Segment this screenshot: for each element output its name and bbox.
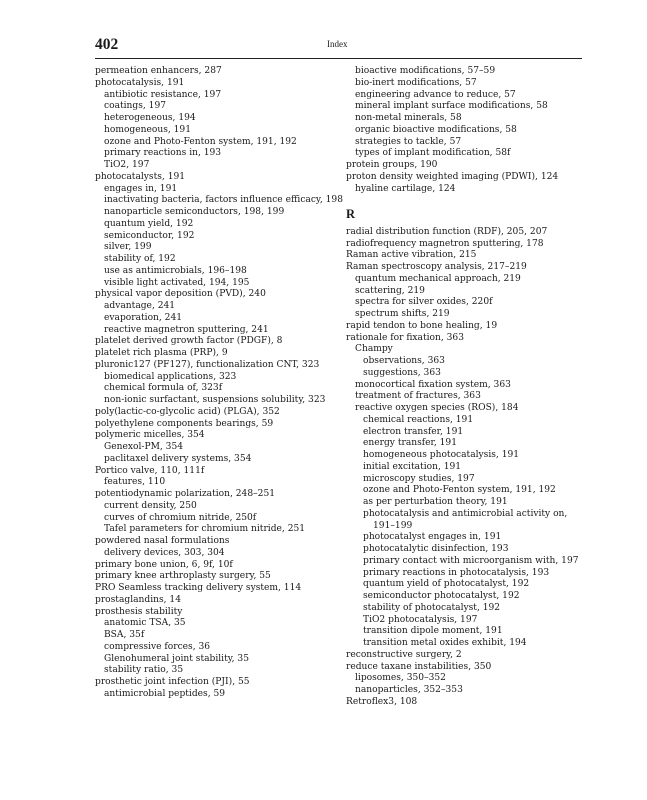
index-entry: permeation enhancers, 287 xyxy=(95,66,222,76)
index-subentry: monocortical fixation system, 363 xyxy=(355,379,511,390)
index-subentry: quantum yield, 192 xyxy=(104,218,194,229)
index-subentry: chemical formula of, 323f xyxy=(104,383,223,394)
index-subentry: Tafel parameters for chromium nitride, 251 xyxy=(104,524,306,535)
index-subentry: Glenohumeral joint stability, 35 xyxy=(104,653,250,664)
index-subentry: primary contact with microorganism with, 197 xyxy=(363,555,579,566)
index-subentry: energy transfer, 191 xyxy=(363,438,457,449)
index-subentry: anatomic TSA, 35 xyxy=(104,618,186,629)
index-subentry: coatings, 197 xyxy=(104,101,167,112)
index-subentry: types of implant modification, 58f xyxy=(355,148,511,159)
index-entry: proton density weighted imaging (PDWI), 124 xyxy=(346,171,559,182)
index-subentry: photocatalyst engages in, 191 xyxy=(363,532,502,543)
index-subentry: ozone and Photo-Fenton system, 191, 192 xyxy=(104,136,297,147)
index-subentry: silver, 199 xyxy=(104,242,152,253)
index-entry: PRO Seamless tracking delivery system, 114 xyxy=(95,583,302,593)
index-subentry: TiO2 photocatalysis, 197 xyxy=(363,614,478,625)
index-entry: photocatalysts, 191 xyxy=(95,171,186,182)
index-subentry: bio-inert modifications, 57 xyxy=(355,77,477,88)
index-subentry: initial excitation, 191 xyxy=(363,461,462,472)
running-head: Index xyxy=(327,39,348,49)
index-subentry: suggestions, 363 xyxy=(363,367,441,378)
index-subentry: features, 110 xyxy=(104,477,166,488)
index-subentry: advantage, 241 xyxy=(104,301,176,311)
index-entry: Portico valve, 110, 111f xyxy=(95,465,205,476)
index-subentry: mineral implant surface modifications, 58 xyxy=(355,101,548,112)
index-subentry: visible light activated, 194, 195 xyxy=(104,277,250,288)
index-subentry: non-metal minerals, 58 xyxy=(355,113,462,123)
index-subentry: semiconductor photocatalyst, 192 xyxy=(363,591,520,601)
index-subentry: antimicrobial peptides, 59 xyxy=(104,688,226,699)
index-entry: Raman active vibration, 215 xyxy=(346,250,477,261)
index-entry: radial distribution function (RDF), 205, 207 xyxy=(346,226,548,237)
index-subentry: BSA, 35f xyxy=(104,630,145,640)
index-subentry: compressive forces, 36 xyxy=(104,641,211,652)
index-subentry: ozone and Photo-Fenton system, 191, 192 xyxy=(363,485,556,496)
index-subentry: 191–199 xyxy=(373,520,413,531)
index-subentry: reactive oxygen species (ROS), 184 xyxy=(355,403,519,413)
index-subentry: engages in, 191 xyxy=(104,183,178,194)
index-subentry: as per perturbation theory, 191 xyxy=(363,497,508,507)
index-entry: protein groups, 190 xyxy=(346,160,438,170)
index-subentry: organic bioactive modifications, 58 xyxy=(355,124,517,135)
index-subentry: photocatalytic disinfection, 193 xyxy=(363,544,509,554)
index-entry: reduce taxane instabilities, 350 xyxy=(346,661,492,672)
index-subentry: observations, 363 xyxy=(363,356,445,366)
index-entry: poly(lactic-co-glycolic acid) (PLGA), 352 xyxy=(95,406,280,417)
section-gap xyxy=(346,195,586,207)
index-subentry: current density, 250 xyxy=(104,500,197,511)
index-subentry: semiconductor, 192 xyxy=(104,230,195,241)
index-subentry: quantum mechanical approach, 219 xyxy=(355,273,521,284)
index-entry: polymeric micelles, 354 xyxy=(95,430,205,441)
index-subentry: TiO2, 197 xyxy=(104,160,150,170)
index-entry: powdered nasal formulations xyxy=(95,536,230,546)
index-subentry: delivery devices, 303, 304 xyxy=(104,547,225,558)
index-subentry: transition dipole moment, 191 xyxy=(363,626,503,637)
index-subentry: bioactive modifications, 57–59 xyxy=(355,66,496,76)
index-subentry: primary reactions in, 193 xyxy=(104,148,222,159)
index-subentry: electron transfer, 191 xyxy=(363,426,464,437)
index-subentry: photocatalysis and antimicrobial activity on, xyxy=(363,508,568,519)
index-subentry: evaporation, 241 xyxy=(104,312,183,323)
index-entry: pluronic127 (PF127), functionalization CNT, 323 xyxy=(95,359,320,370)
index-entry: radiofrequency magnetron sputtering, 178 xyxy=(346,238,544,249)
index-entry: rationale for fixation, 363 xyxy=(346,332,464,343)
index-subentry: heterogeneous, 194 xyxy=(104,113,196,123)
index-subentry: antibiotic resistance, 197 xyxy=(104,89,222,100)
index-subentry: scattering, 219 xyxy=(355,285,425,296)
index-entry: potentiodynamic polarization, 248–251 xyxy=(95,489,276,499)
index-entry: Raman spectroscopy analysis, 217–219 xyxy=(346,262,527,272)
index-column-left xyxy=(95,66,345,701)
index-entry: physical vapor deposition (PVD), 240 xyxy=(95,289,266,300)
index-entry: polyethylene components bearings, 59 xyxy=(95,418,274,429)
index-entry: platelet derived growth factor (PDGF), 8 xyxy=(95,336,283,347)
index-entries-p-continued xyxy=(346,66,586,195)
index-subentry: primary reactions in photocatalysis, 193 xyxy=(363,567,550,578)
index-subentry: nanoparticle semiconductors, 198, 199 xyxy=(104,207,285,217)
index-entry: prostaglandins, 14 xyxy=(95,594,181,605)
index-subentry: microscopy studies, 197 xyxy=(363,473,475,484)
index-subentry: liposomes, 350–352 xyxy=(355,673,446,684)
index-entry: primary bone union, 6, 9f, 10f xyxy=(95,559,233,570)
index-entry: reconstructive surgery, 2 xyxy=(346,649,462,660)
section-letter-heading: R xyxy=(346,206,356,221)
index-subentry: transition metal oxides exhibit, 194 xyxy=(363,638,527,648)
page-number: 402 xyxy=(95,36,119,53)
index-subentry: strategies to tackle, 57 xyxy=(355,136,462,147)
index-subentry: inactivating bacteria, factors influence efficacy, 198 xyxy=(104,195,343,206)
index-subentry: use as antimicrobials, 196–198 xyxy=(104,265,247,276)
index-entries-r xyxy=(346,227,586,709)
index-subentry: quantum yield of photocatalyst, 192 xyxy=(363,579,530,590)
index-subentry: homogeneous photocatalysis, 191 xyxy=(363,450,520,460)
index-subentry: paclitaxel delivery systems, 354 xyxy=(104,453,252,464)
index-column-right xyxy=(346,66,586,709)
page-header xyxy=(95,36,582,59)
index-entry: photocatalysis, 191 xyxy=(95,77,185,88)
index-subentry: stability of photocatalyst, 192 xyxy=(363,602,501,613)
index-subentry: hyaline cartilage, 124 xyxy=(355,183,456,194)
index-subentry: homogeneous, 191 xyxy=(104,124,192,135)
index-entry: rapid tendon to bone healing, 19 xyxy=(346,320,498,331)
index-subentry: spectra for silver oxides, 220f xyxy=(355,297,493,308)
index-subentry: curves of chromium nitride, 250f xyxy=(104,512,257,523)
index-entry: Retroflex3, 108 xyxy=(346,696,418,707)
index-subentry: engineering advance to reduce, 57 xyxy=(355,89,516,100)
index-entry: primary knee arthroplasty surgery, 55 xyxy=(95,571,271,582)
index-subentry: Champy xyxy=(355,344,393,355)
index-entry: prosthesis stability xyxy=(95,606,183,617)
index-subentry: spectrum shifts, 219 xyxy=(355,309,450,319)
index-subentry: stability of, 192 xyxy=(104,254,176,264)
index-entry: prosthetic joint infection (PJI), 55 xyxy=(95,677,250,687)
index-subentry: chemical reactions, 191 xyxy=(363,414,474,425)
index-subentry: biomedical applications, 323 xyxy=(104,371,237,382)
index-entry: platelet rich plasma (PRP), 9 xyxy=(95,348,228,358)
index-subentry: stability ratio, 35 xyxy=(104,665,184,676)
index-subentry: Genexol-PM, 354 xyxy=(104,442,184,452)
index-subentry: treatment of fractures, 363 xyxy=(355,391,481,402)
index-subentry: reactive magnetron sputtering, 241 xyxy=(104,324,269,335)
index-subentry: non-ionic surfactant, suspensions solubility, 323 xyxy=(104,395,326,405)
index-subentry: nanoparticles, 352–353 xyxy=(355,685,463,695)
